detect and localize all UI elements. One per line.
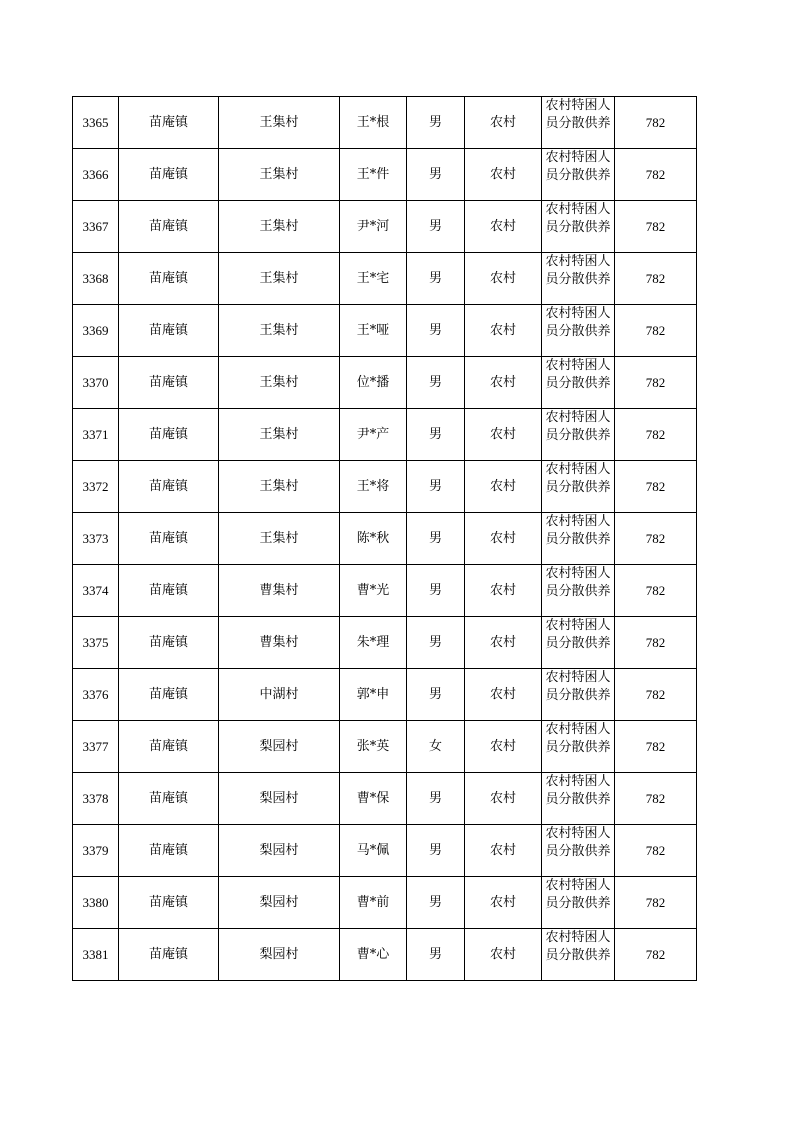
person-name-cell: 王*件 bbox=[340, 149, 407, 201]
village-cell: 王集村 bbox=[219, 513, 340, 565]
person-name-cell: 王*根 bbox=[340, 97, 407, 149]
support-type-text: 农村特困人员分散供养 bbox=[545, 566, 611, 599]
town-cell: 苗庵镇 bbox=[119, 565, 219, 617]
record-id-cell: 3381 bbox=[73, 929, 119, 981]
amount-cell: 782 bbox=[615, 721, 697, 773]
record-id-cell: 3377 bbox=[73, 721, 119, 773]
table-row bbox=[73, 149, 697, 201]
table-row bbox=[73, 617, 697, 669]
area-cell: 农村 bbox=[465, 357, 542, 409]
amount-cell: 782 bbox=[615, 565, 697, 617]
amount-cell: 782 bbox=[615, 253, 697, 305]
support-type-cell bbox=[542, 669, 615, 721]
support-type-text: 农村特困人员分散供养 bbox=[545, 358, 611, 391]
support-type-text: 农村特困人员分散供养 bbox=[545, 670, 611, 703]
person-name-cell: 朱*理 bbox=[340, 617, 407, 669]
support-type-text: 农村特困人员分散供养 bbox=[545, 722, 611, 755]
person-name-cell: 王*将 bbox=[340, 461, 407, 513]
amount-cell: 782 bbox=[615, 877, 697, 929]
person-name-cell: 尹*产 bbox=[340, 409, 407, 461]
record-id-cell: 3367 bbox=[73, 201, 119, 253]
support-type-cell bbox=[542, 409, 615, 461]
table-row bbox=[73, 877, 697, 929]
support-type-cell bbox=[542, 253, 615, 305]
town-cell: 苗庵镇 bbox=[119, 409, 219, 461]
person-name-cell: 曹*前 bbox=[340, 877, 407, 929]
table-row bbox=[73, 929, 697, 981]
table-row bbox=[73, 97, 697, 149]
support-type-text: 农村特困人员分散供养 bbox=[545, 150, 611, 183]
gender-cell: 男 bbox=[407, 253, 465, 305]
person-name-cell: 曹*光 bbox=[340, 565, 407, 617]
gender-cell: 男 bbox=[407, 201, 465, 253]
table-row bbox=[73, 357, 697, 409]
person-name-cell: 位*播 bbox=[340, 357, 407, 409]
gender-cell: 男 bbox=[407, 929, 465, 981]
person-name-cell: 郭*申 bbox=[340, 669, 407, 721]
table-row bbox=[73, 201, 697, 253]
area-cell: 农村 bbox=[465, 929, 542, 981]
area-cell: 农村 bbox=[465, 877, 542, 929]
town-cell: 苗庵镇 bbox=[119, 357, 219, 409]
area-cell: 农村 bbox=[465, 825, 542, 877]
support-type-cell bbox=[542, 617, 615, 669]
record-id-cell: 3371 bbox=[73, 409, 119, 461]
gender-cell: 男 bbox=[407, 461, 465, 513]
support-type-text: 农村特困人员分散供养 bbox=[545, 618, 611, 651]
support-type-text: 农村特困人员分散供养 bbox=[545, 774, 611, 807]
record-id-cell: 3372 bbox=[73, 461, 119, 513]
support-type-cell bbox=[542, 201, 615, 253]
town-cell: 苗庵镇 bbox=[119, 253, 219, 305]
town-cell: 苗庵镇 bbox=[119, 201, 219, 253]
table-row bbox=[73, 461, 697, 513]
village-cell: 曹集村 bbox=[219, 617, 340, 669]
town-cell: 苗庵镇 bbox=[119, 305, 219, 357]
table-row bbox=[73, 565, 697, 617]
table-row bbox=[73, 253, 697, 305]
gender-cell: 男 bbox=[407, 409, 465, 461]
amount-cell: 782 bbox=[615, 409, 697, 461]
gender-cell: 男 bbox=[407, 305, 465, 357]
village-cell: 王集村 bbox=[219, 149, 340, 201]
records-table bbox=[72, 96, 697, 981]
area-cell: 农村 bbox=[465, 149, 542, 201]
town-cell: 苗庵镇 bbox=[119, 149, 219, 201]
village-cell: 王集村 bbox=[219, 409, 340, 461]
village-cell: 王集村 bbox=[219, 201, 340, 253]
table-row bbox=[73, 513, 697, 565]
support-type-cell bbox=[542, 357, 615, 409]
amount-cell: 782 bbox=[615, 149, 697, 201]
support-type-text: 农村特困人员分散供养 bbox=[545, 410, 611, 443]
support-type-text: 农村特困人员分散供养 bbox=[545, 202, 611, 235]
town-cell: 苗庵镇 bbox=[119, 97, 219, 149]
amount-cell: 782 bbox=[615, 669, 697, 721]
person-name-cell: 马*佩 bbox=[340, 825, 407, 877]
record-id-cell: 3369 bbox=[73, 305, 119, 357]
town-cell: 苗庵镇 bbox=[119, 513, 219, 565]
record-id-cell: 3366 bbox=[73, 149, 119, 201]
town-cell: 苗庵镇 bbox=[119, 461, 219, 513]
area-cell: 农村 bbox=[465, 773, 542, 825]
person-name-cell: 曹*心 bbox=[340, 929, 407, 981]
record-id-cell: 3370 bbox=[73, 357, 119, 409]
town-cell: 苗庵镇 bbox=[119, 825, 219, 877]
table-row bbox=[73, 825, 697, 877]
village-cell: 王集村 bbox=[219, 357, 340, 409]
table-row bbox=[73, 409, 697, 461]
village-cell: 王集村 bbox=[219, 253, 340, 305]
support-type-text: 农村特困人员分散供养 bbox=[545, 98, 611, 131]
person-name-cell: 曹*保 bbox=[340, 773, 407, 825]
support-type-text: 农村特困人员分散供养 bbox=[545, 930, 611, 963]
village-cell: 王集村 bbox=[219, 305, 340, 357]
gender-cell: 男 bbox=[407, 513, 465, 565]
support-type-text: 农村特困人员分散供养 bbox=[545, 826, 611, 859]
town-cell: 苗庵镇 bbox=[119, 721, 219, 773]
support-type-cell bbox=[542, 877, 615, 929]
village-cell: 梨园村 bbox=[219, 825, 340, 877]
records-table-body bbox=[73, 97, 697, 981]
town-cell: 苗庵镇 bbox=[119, 773, 219, 825]
record-id-cell: 3376 bbox=[73, 669, 119, 721]
record-id-cell: 3378 bbox=[73, 773, 119, 825]
record-id-cell: 3379 bbox=[73, 825, 119, 877]
gender-cell: 男 bbox=[407, 149, 465, 201]
person-name-cell: 尹*河 bbox=[340, 201, 407, 253]
town-cell: 苗庵镇 bbox=[119, 669, 219, 721]
support-type-text: 农村特困人员分散供养 bbox=[545, 514, 611, 547]
amount-cell: 782 bbox=[615, 513, 697, 565]
town-cell: 苗庵镇 bbox=[119, 877, 219, 929]
support-type-cell bbox=[542, 773, 615, 825]
record-id-cell: 3380 bbox=[73, 877, 119, 929]
village-cell: 中湖村 bbox=[219, 669, 340, 721]
gender-cell: 男 bbox=[407, 357, 465, 409]
record-id-cell: 3374 bbox=[73, 565, 119, 617]
village-cell: 梨园村 bbox=[219, 929, 340, 981]
area-cell: 农村 bbox=[465, 617, 542, 669]
area-cell: 农村 bbox=[465, 565, 542, 617]
support-type-text: 农村特困人员分散供养 bbox=[545, 254, 611, 287]
amount-cell: 782 bbox=[615, 357, 697, 409]
record-id-cell: 3365 bbox=[73, 97, 119, 149]
table-row bbox=[73, 305, 697, 357]
support-type-text: 农村特困人员分散供养 bbox=[545, 306, 611, 339]
record-id-cell: 3368 bbox=[73, 253, 119, 305]
amount-cell: 782 bbox=[615, 201, 697, 253]
record-id-cell: 3373 bbox=[73, 513, 119, 565]
person-name-cell: 陈*秋 bbox=[340, 513, 407, 565]
support-type-cell bbox=[542, 149, 615, 201]
support-type-text: 农村特困人员分散供养 bbox=[545, 462, 611, 495]
support-type-cell bbox=[542, 97, 615, 149]
person-name-cell: 张*英 bbox=[340, 721, 407, 773]
village-cell: 王集村 bbox=[219, 461, 340, 513]
area-cell: 农村 bbox=[465, 201, 542, 253]
amount-cell: 782 bbox=[615, 461, 697, 513]
gender-cell: 男 bbox=[407, 773, 465, 825]
area-cell: 农村 bbox=[465, 669, 542, 721]
area-cell: 农村 bbox=[465, 305, 542, 357]
area-cell: 农村 bbox=[465, 513, 542, 565]
gender-cell: 男 bbox=[407, 669, 465, 721]
gender-cell: 男 bbox=[407, 877, 465, 929]
area-cell: 农村 bbox=[465, 409, 542, 461]
table-row bbox=[73, 721, 697, 773]
town-cell: 苗庵镇 bbox=[119, 617, 219, 669]
gender-cell: 男 bbox=[407, 565, 465, 617]
support-type-text: 农村特困人员分散供养 bbox=[545, 878, 611, 911]
amount-cell: 782 bbox=[615, 305, 697, 357]
village-cell: 王集村 bbox=[219, 97, 340, 149]
person-name-cell: 王*宅 bbox=[340, 253, 407, 305]
table-row bbox=[73, 773, 697, 825]
area-cell: 农村 bbox=[465, 461, 542, 513]
amount-cell: 782 bbox=[615, 97, 697, 149]
gender-cell: 男 bbox=[407, 825, 465, 877]
support-type-cell bbox=[542, 565, 615, 617]
support-type-cell bbox=[542, 513, 615, 565]
village-cell: 梨园村 bbox=[219, 877, 340, 929]
support-type-cell bbox=[542, 929, 615, 981]
gender-cell: 男 bbox=[407, 97, 465, 149]
amount-cell: 782 bbox=[615, 929, 697, 981]
support-type-cell bbox=[542, 825, 615, 877]
support-type-cell bbox=[542, 721, 615, 773]
record-id-cell: 3375 bbox=[73, 617, 119, 669]
support-type-cell bbox=[542, 461, 615, 513]
area-cell: 农村 bbox=[465, 721, 542, 773]
gender-cell: 男 bbox=[407, 617, 465, 669]
village-cell: 梨园村 bbox=[219, 721, 340, 773]
village-cell: 梨园村 bbox=[219, 773, 340, 825]
support-type-cell bbox=[542, 305, 615, 357]
amount-cell: 782 bbox=[615, 617, 697, 669]
area-cell: 农村 bbox=[465, 253, 542, 305]
town-cell: 苗庵镇 bbox=[119, 929, 219, 981]
village-cell: 曹集村 bbox=[219, 565, 340, 617]
table-row bbox=[73, 669, 697, 721]
amount-cell: 782 bbox=[615, 825, 697, 877]
gender-cell: 女 bbox=[407, 721, 465, 773]
amount-cell: 782 bbox=[615, 773, 697, 825]
area-cell: 农村 bbox=[465, 97, 542, 149]
person-name-cell: 王*哑 bbox=[340, 305, 407, 357]
